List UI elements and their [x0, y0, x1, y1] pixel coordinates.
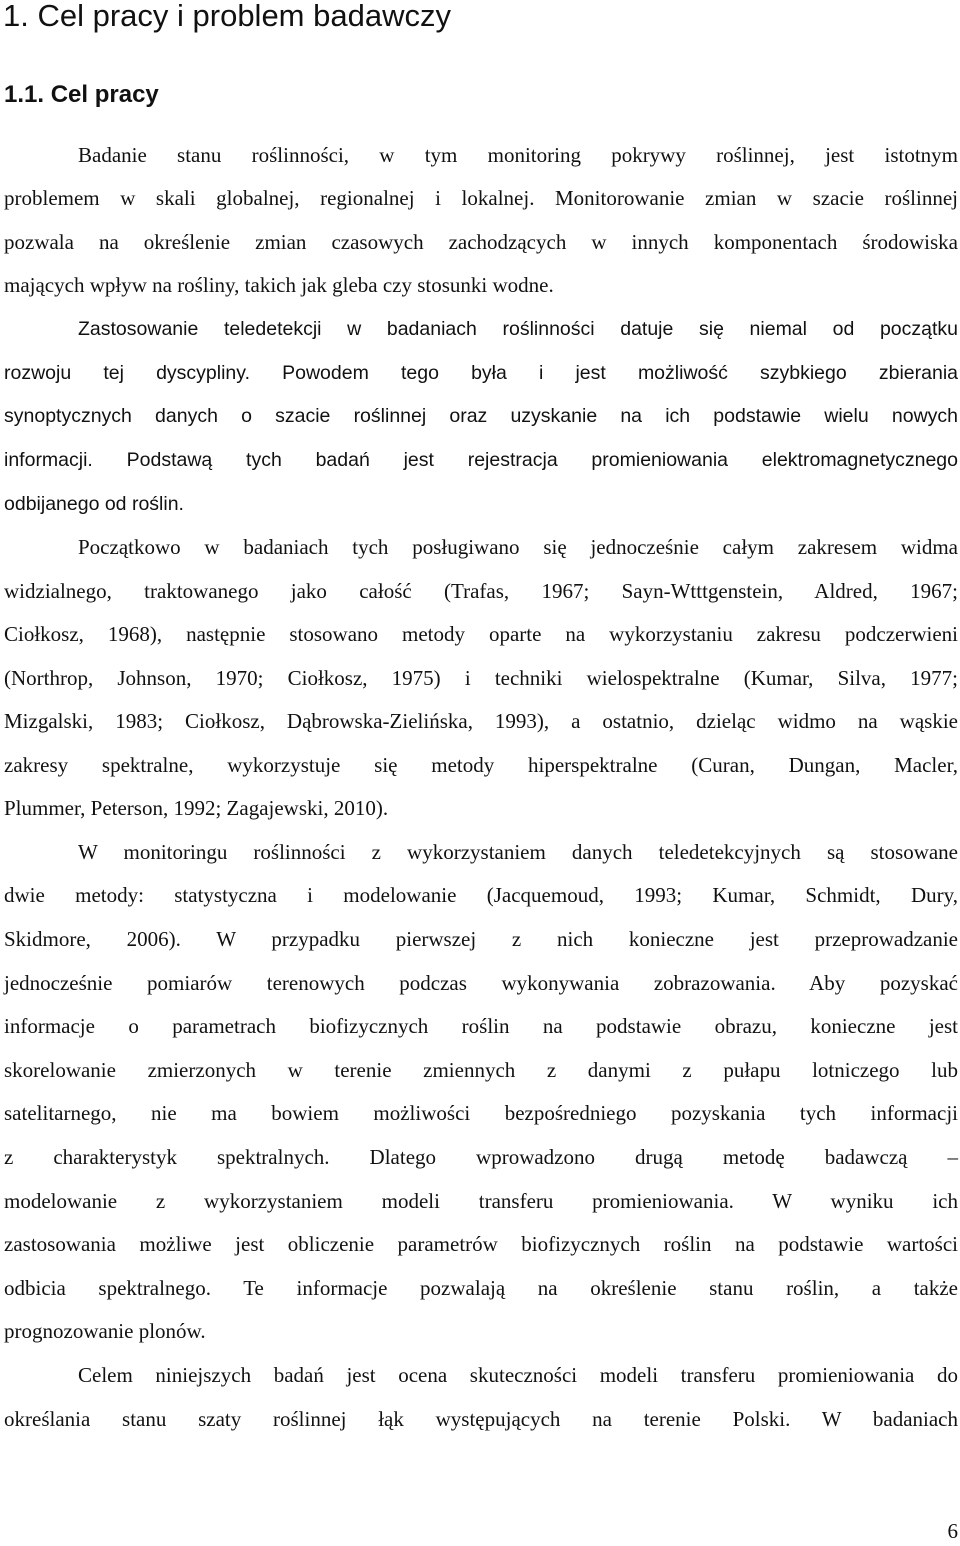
text-line: satelitarnego, nie ma bowiem możliwości bezpośredniego pozyskania tych informacji: [4, 1101, 958, 1125]
text-line: Badanie stanu roślinności, w tym monitoring pokrywy roślinnej, jest istotnym: [78, 143, 958, 167]
text-line: Mizgalski, 1983; Ciołkosz, Dąbrowska-Zielińska, 1993), a ostatnio, dzieląc widmo na wąskie: [4, 709, 958, 733]
text-line: prognozowanie plonów.: [4, 1319, 206, 1343]
text-line: Początkowo w badaniach tych posługiwano się jednocześnie całym zakresem widma: [78, 535, 958, 559]
text-line: skorelowanie zmierzonych w terenie zmiennych z danymi z pułapu lotniczego lub: [4, 1058, 958, 1082]
text-line: Celem niniejszych badań jest ocena skuteczności modeli transferu promieniowania do: [78, 1363, 958, 1387]
text-line: (Northrop, Johnson, 1970; Ciołkosz, 1975) i techniki wielospektralne (Kumar, Silva, 1977;: [4, 666, 958, 690]
text-line: zastosowania możliwe jest obliczenie parametrów biofizycznych roślin na podstawie wartości: [4, 1232, 958, 1256]
text-line: z charakterystyk spektralnych. Dlatego wprowadzono drugą metodę badawczą –: [4, 1145, 958, 1169]
text-line: W monitoringu roślinności z wykorzystaniem danych teledetekcyjnych są stosowane: [78, 840, 958, 864]
text-line: odbicia spektralnego. Te informacje pozwalają na określenie stanu roślin, a także: [4, 1276, 958, 1300]
text-line: informacje o parametrach biofizycznych roślin na podstawie obrazu, konieczne jest: [4, 1014, 958, 1038]
text-line: dwie metody: statystyczna i modelowanie (Jacquemoud, 1993; Kumar, Schmidt, Dury,: [4, 883, 958, 907]
text-line: zakresy spektralne, wykorzystuje się metody hiperspektralne (Curan, Dungan, Macler,: [4, 753, 958, 777]
text-line: odbijanego od roślin.: [4, 493, 184, 515]
text-line: mających wpływ na rośliny, takich jak gleba czy stosunki wodne.: [4, 273, 554, 297]
text-line: Ciołkosz, 1968), następnie stosowano metody oparte na wykorzystaniu zakresu podczerwieni: [4, 622, 958, 646]
text-line: pozwala na określenie zmian czasowych zachodzących w innych komponentach środowiska: [4, 230, 958, 254]
text-line: widzialnego, traktowanego jako całość (Trafas, 1967; Sayn-Wtttgenstein, Aldred, 1967;: [4, 579, 958, 603]
text-line: problemem w skali globalnej, regionalnej i lokalnej. Monitorowanie zmian w szacie roślinnej: [4, 186, 958, 210]
text-line: określania stanu szaty roślinnej łąk występujących na terenie Polski. W badaniach: [4, 1407, 958, 1431]
chapter-heading: 1. Cel pracy i problem badawczy: [3, 0, 451, 33]
text-line: synoptycznych danych o szacie roślinnej oraz uzyskanie na ich podstawie wielu nowych: [4, 405, 958, 427]
text-line: informacji. Podstawą tych badań jest rejestracja promieniowania elektromagnetycznego: [4, 449, 958, 471]
text-line: Skidmore, 2006). W przypadku pierwszej z nich konieczne jest przeprowadzanie: [4, 927, 958, 951]
text-line: Zastosowanie teledetekcji w badaniach roślinności datuje się niemal od początku: [78, 318, 958, 340]
text-line: Plummer, Peterson, 1992; Zagajewski, 2010).: [4, 796, 389, 820]
text-line: rozwoju tej dyscypliny. Powodem tego była i jest możliwość szybkiego zbierania: [4, 362, 958, 384]
text-line: modelowanie z wykorzystaniem modeli transferu promieniowania. W wyniku ich: [4, 1189, 958, 1213]
text-line: jednocześnie pomiarów terenowych podczas wykonywania zobrazowania. Aby pozyskać: [4, 971, 958, 995]
page-number: 6: [947, 1519, 958, 1543]
section-heading: 1.1. Cel pracy: [4, 81, 159, 108]
